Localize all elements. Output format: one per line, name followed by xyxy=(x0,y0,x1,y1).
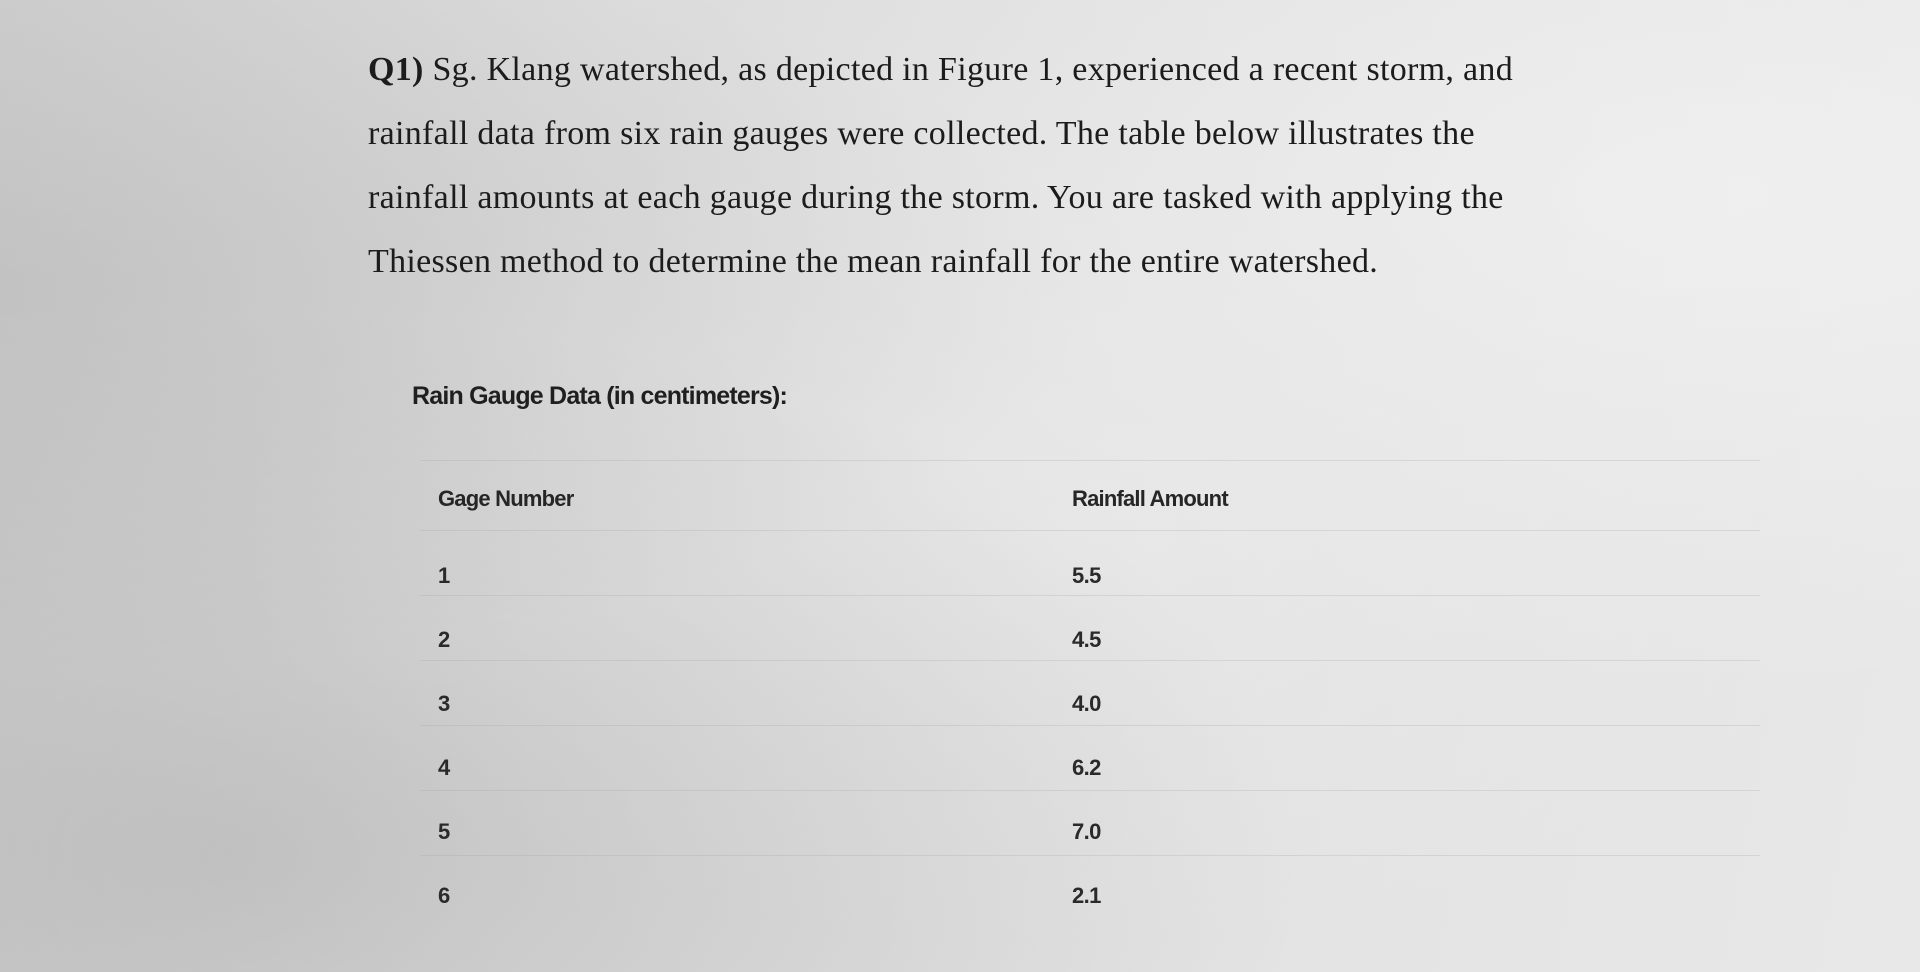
question-label: Q1) xyxy=(368,51,424,88)
table-row xyxy=(438,736,1298,800)
table-row xyxy=(438,864,1298,928)
rainfall-amount-cell: 5.5 xyxy=(1072,563,1101,588)
gage-number-cell: 4 xyxy=(438,755,450,780)
question-line-1-text: Sg. Klang watershed, as depicted in Figure 1, experienced a recent storm, and xyxy=(423,51,1513,88)
question-line-1 xyxy=(368,38,1698,102)
rain-gauge-table xyxy=(438,478,1298,928)
table-header-row xyxy=(438,478,1298,520)
header-rainfall-amount: Rainfall Amount xyxy=(1072,486,1228,511)
rainfall-amount-cell: 4.5 xyxy=(1072,627,1101,652)
question-line-2: rainfall data from six rain gauges were collected. The table below illustrates the xyxy=(368,115,1475,152)
gage-number-cell: 5 xyxy=(438,819,450,844)
table-title: Rain Gauge Data (in centimeters): xyxy=(412,382,788,410)
paper-ruling xyxy=(420,460,1760,461)
rainfall-amount-cell: 6.2 xyxy=(1072,755,1101,780)
gage-number-cell: 2 xyxy=(438,627,450,652)
question-line-4: Thiessen method to determine the mean rainfall for the entire watershed. xyxy=(368,243,1379,280)
question-line-3: rainfall amounts at each gauge during the storm. You are tasked with applying the xyxy=(368,179,1504,216)
question-text xyxy=(368,38,1698,294)
gage-number-cell: 3 xyxy=(438,691,450,716)
gage-number-cell: 1 xyxy=(438,563,450,588)
rainfall-amount-cell: 7.0 xyxy=(1072,819,1101,844)
rainfall-amount-cell: 4.0 xyxy=(1072,691,1101,716)
table-row xyxy=(438,672,1298,736)
header-gage-number: Gage Number xyxy=(438,486,574,511)
rainfall-amount-cell: 2.1 xyxy=(1072,883,1101,908)
table-row xyxy=(438,800,1298,864)
table-row xyxy=(438,608,1298,672)
gage-number-cell: 6 xyxy=(438,883,450,908)
table-row xyxy=(438,544,1298,608)
